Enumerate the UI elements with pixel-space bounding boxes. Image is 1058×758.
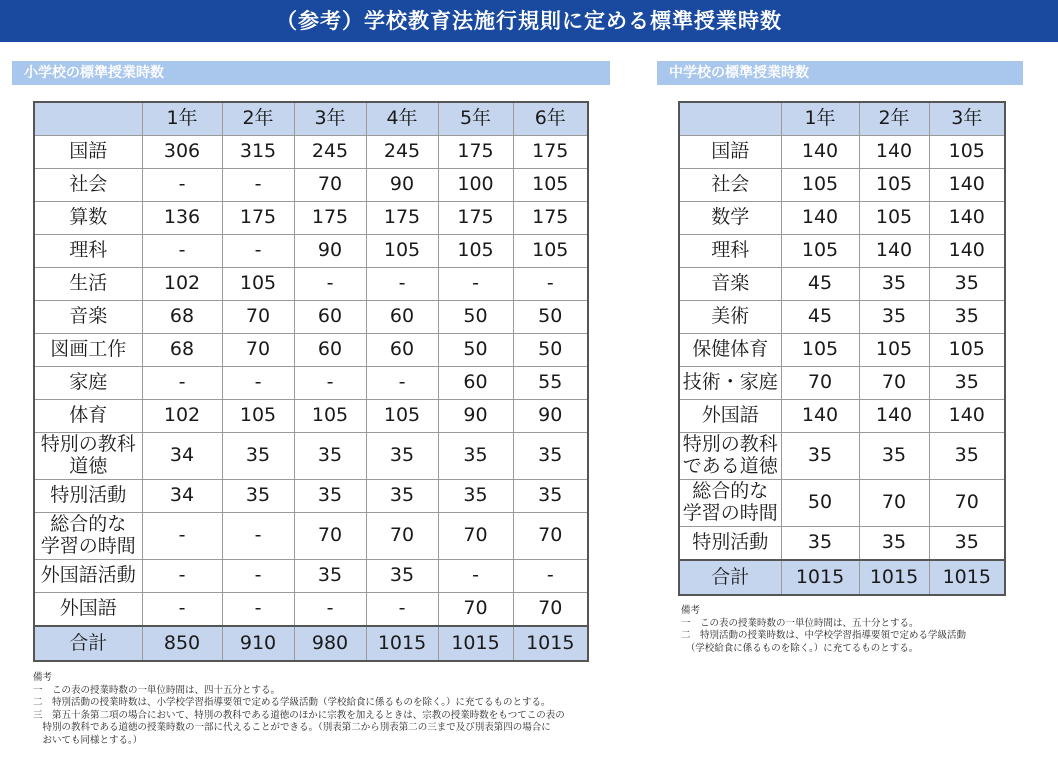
subject-cell: 社会 xyxy=(679,169,781,202)
hours-cell: 175 xyxy=(513,136,588,169)
hours-cell: 60 xyxy=(366,301,438,334)
hours-cell: 35 xyxy=(438,433,513,480)
hours-cell: 70 xyxy=(859,367,929,400)
hours-cell: - xyxy=(142,560,222,593)
subject-cell: 家庭 xyxy=(34,367,142,400)
subject-cell: 国語 xyxy=(34,136,142,169)
grade-header-cell: 3年 xyxy=(929,102,1005,136)
notes-heading: 備考 xyxy=(681,605,701,616)
hours-cell: 105 xyxy=(222,400,294,433)
hours-cell: 140 xyxy=(929,400,1005,433)
table-row xyxy=(679,433,1005,480)
table-row xyxy=(34,513,588,560)
table-row xyxy=(34,235,588,268)
hours-cell: 105 xyxy=(859,334,929,367)
hours-cell: 35 xyxy=(859,433,929,480)
hours-cell: 100 xyxy=(438,169,513,202)
hours-cell: 70 xyxy=(222,334,294,367)
hours-cell: 140 xyxy=(929,169,1005,202)
hours-cell: 105 xyxy=(929,136,1005,169)
table-row xyxy=(679,235,1005,268)
hours-cell: - xyxy=(142,169,222,202)
hours-cell: 245 xyxy=(366,136,438,169)
hours-cell: 50 xyxy=(438,334,513,367)
total-value-cell: 1015 xyxy=(438,626,513,661)
hours-cell: 105 xyxy=(781,334,859,367)
subject-cell: 理科 xyxy=(679,235,781,268)
table-total-row xyxy=(679,560,1005,595)
page-title: （参考）学校教育法施行規則に定める標準授業時数 xyxy=(0,0,1058,42)
subject-cell: 音楽 xyxy=(679,268,781,301)
table-row xyxy=(34,202,588,235)
note-line: 一 この表の授業時数の一単位時間は、五十分とする。 xyxy=(681,617,919,629)
hours-cell: 60 xyxy=(294,334,366,367)
hours-cell: 35 xyxy=(222,433,294,480)
hours-cell: 50 xyxy=(513,301,588,334)
hours-cell: 140 xyxy=(781,202,859,235)
hours-cell: 315 xyxy=(222,136,294,169)
hours-cell: 35 xyxy=(513,480,588,513)
hours-cell: 60 xyxy=(438,367,513,400)
hours-cell: - xyxy=(222,367,294,400)
subject-cell: 生活 xyxy=(34,268,142,301)
grade-header-cell: 2年 xyxy=(222,102,294,136)
subject-cell: 音楽 xyxy=(34,301,142,334)
hours-cell: 35 xyxy=(513,433,588,480)
hours-cell: - xyxy=(222,235,294,268)
hours-cell: 70 xyxy=(366,513,438,560)
hours-cell: 35 xyxy=(859,268,929,301)
grade-header-cell: 6年 xyxy=(513,102,588,136)
total-value-cell: 980 xyxy=(294,626,366,661)
subject-cell: 数学 xyxy=(679,202,781,235)
hours-cell: - xyxy=(142,513,222,560)
hours-cell: 68 xyxy=(142,334,222,367)
hours-cell: 70 xyxy=(294,513,366,560)
hours-cell: 70 xyxy=(438,513,513,560)
junior-high-hours-table xyxy=(678,101,1006,596)
table-row xyxy=(679,334,1005,367)
hours-cell: 35 xyxy=(781,433,859,480)
total-value-cell: 1015 xyxy=(513,626,588,661)
hours-cell: - xyxy=(142,367,222,400)
elementary-notes xyxy=(33,672,603,747)
hours-cell: 175 xyxy=(294,202,366,235)
hours-cell: 45 xyxy=(781,301,859,334)
hours-cell: 70 xyxy=(929,480,1005,527)
hours-cell: 175 xyxy=(513,202,588,235)
hours-cell: - xyxy=(294,268,366,301)
hours-cell: 35 xyxy=(929,527,1005,561)
junior-high-notes xyxy=(681,605,1021,655)
table-row xyxy=(679,301,1005,334)
subject-cell: 特別の教科 道徳 xyxy=(34,433,142,480)
header-corner-cell xyxy=(679,102,781,136)
subject-cell: 外国語 xyxy=(679,400,781,433)
hours-cell: 35 xyxy=(222,480,294,513)
hours-cell: 35 xyxy=(929,268,1005,301)
hours-cell: 105 xyxy=(859,169,929,202)
hours-cell: 60 xyxy=(366,334,438,367)
hours-cell: 175 xyxy=(438,136,513,169)
subject-cell: 図画工作 xyxy=(34,334,142,367)
hours-cell: 50 xyxy=(513,334,588,367)
hours-cell: 105 xyxy=(929,334,1005,367)
total-value-cell: 1015 xyxy=(781,560,859,595)
hours-cell: 35 xyxy=(294,560,366,593)
subject-cell: 特別活動 xyxy=(679,527,781,561)
hours-cell: 34 xyxy=(142,480,222,513)
hours-cell: 35 xyxy=(781,527,859,561)
hours-cell: 105 xyxy=(366,235,438,268)
total-value-cell: 850 xyxy=(142,626,222,661)
hours-cell: 34 xyxy=(142,433,222,480)
hours-cell: - xyxy=(438,268,513,301)
table-row xyxy=(34,400,588,433)
note-line: 一 この表の授業時数の一単位時間は、四十五分とする。 xyxy=(33,684,281,696)
table-row xyxy=(34,334,588,367)
hours-cell: 102 xyxy=(142,268,222,301)
hours-cell: 175 xyxy=(366,202,438,235)
hours-cell: 90 xyxy=(294,235,366,268)
hours-cell: 68 xyxy=(142,301,222,334)
hours-cell: 140 xyxy=(781,400,859,433)
note-line: 二 特別活動の授業時数は、中学校学習指導要領で定める学級活動 xyxy=(681,630,967,641)
hours-cell: 140 xyxy=(859,400,929,433)
notes-heading: 備考 xyxy=(33,672,53,683)
hours-cell: 45 xyxy=(781,268,859,301)
hours-cell: 35 xyxy=(929,367,1005,400)
hours-cell: 70 xyxy=(438,593,513,627)
hours-cell: 105 xyxy=(513,169,588,202)
grade-header-cell: 3年 xyxy=(294,102,366,136)
note-line: （学校給食に係るものを除く。）に充てるものとする。 xyxy=(681,642,919,654)
hours-cell: 50 xyxy=(438,301,513,334)
hours-cell: 306 xyxy=(142,136,222,169)
hours-cell: 105 xyxy=(859,202,929,235)
hours-cell: 70 xyxy=(294,169,366,202)
hours-cell: 70 xyxy=(781,367,859,400)
hours-cell: - xyxy=(222,169,294,202)
hours-cell: 55 xyxy=(513,367,588,400)
hours-cell: 102 xyxy=(142,400,222,433)
table-row xyxy=(679,268,1005,301)
hours-cell: 70 xyxy=(859,480,929,527)
hours-cell: 35 xyxy=(929,433,1005,480)
hours-cell: - xyxy=(294,367,366,400)
hours-cell: - xyxy=(366,268,438,301)
subject-cell: 外国語 xyxy=(34,593,142,627)
hours-cell: 105 xyxy=(781,235,859,268)
subject-cell: 理科 xyxy=(34,235,142,268)
hours-cell: 70 xyxy=(513,513,588,560)
elementary-section-heading: 小学校の標準授業時数 xyxy=(12,61,610,85)
hours-cell: - xyxy=(438,560,513,593)
hours-cell: 140 xyxy=(929,202,1005,235)
hours-cell: 105 xyxy=(438,235,513,268)
subject-cell: 技術・家庭 xyxy=(679,367,781,400)
grade-header-cell: 5年 xyxy=(438,102,513,136)
hours-cell: 105 xyxy=(513,235,588,268)
hours-cell: 35 xyxy=(859,527,929,561)
total-value-cell: 910 xyxy=(222,626,294,661)
total-label-cell: 合計 xyxy=(34,626,142,661)
hours-cell: 90 xyxy=(366,169,438,202)
hours-cell: 35 xyxy=(366,433,438,480)
hours-cell: - xyxy=(222,560,294,593)
hours-cell: 105 xyxy=(222,268,294,301)
hours-cell: - xyxy=(142,593,222,627)
junior-high-section-heading: 中学校の標準授業時数 xyxy=(657,61,1023,85)
hours-cell: 35 xyxy=(294,433,366,480)
total-label-cell: 合計 xyxy=(679,560,781,595)
grade-header-cell: 1年 xyxy=(142,102,222,136)
subject-cell: 体育 xyxy=(34,400,142,433)
hours-cell: 35 xyxy=(366,560,438,593)
note-line: 三 第五十条第二項の場合において、特別の教科である道徳のほかに宗教を加えるときは、宗教の授業時数をもつてこの表の xyxy=(33,709,565,721)
hours-cell: 60 xyxy=(294,301,366,334)
hours-cell: - xyxy=(366,367,438,400)
header-corner-cell xyxy=(34,102,142,136)
hours-cell: - xyxy=(142,235,222,268)
subject-cell: 保健体育 xyxy=(679,334,781,367)
hours-cell: - xyxy=(222,593,294,627)
hours-cell: - xyxy=(366,593,438,627)
hours-cell: 35 xyxy=(366,480,438,513)
table-row xyxy=(679,527,1005,561)
subject-cell: 社会 xyxy=(34,169,142,202)
hours-cell: 140 xyxy=(929,235,1005,268)
hours-cell: 90 xyxy=(513,400,588,433)
table-header-row xyxy=(34,102,588,136)
table-row xyxy=(34,593,588,627)
table-row xyxy=(34,480,588,513)
hours-cell: 105 xyxy=(294,400,366,433)
hours-cell: 140 xyxy=(859,136,929,169)
hours-cell: 35 xyxy=(438,480,513,513)
hours-cell: - xyxy=(513,560,588,593)
table-row xyxy=(679,169,1005,202)
hours-cell: 140 xyxy=(781,136,859,169)
hours-cell: 105 xyxy=(781,169,859,202)
subject-cell: 国語 xyxy=(679,136,781,169)
note-line: 特別の教科である道徳の授業時数の一部に代えることができる。（別表第二から別表第二の三まで及び別表第四の場合に xyxy=(33,722,551,733)
grade-header-cell: 1年 xyxy=(781,102,859,136)
total-value-cell: 1015 xyxy=(859,560,929,595)
table-total-row xyxy=(34,626,588,661)
subject-cell: 美術 xyxy=(679,301,781,334)
hours-cell: - xyxy=(513,268,588,301)
total-value-cell: 1015 xyxy=(929,560,1005,595)
table-row xyxy=(34,301,588,334)
table-row xyxy=(34,268,588,301)
subject-cell: 外国語活動 xyxy=(34,560,142,593)
elementary-hours-table xyxy=(33,101,589,662)
subject-cell: 特別活動 xyxy=(34,480,142,513)
table-row xyxy=(34,560,588,593)
hours-cell: 105 xyxy=(366,400,438,433)
hours-cell: - xyxy=(294,593,366,627)
subject-cell: 総合的な 学習の時間 xyxy=(679,480,781,527)
hours-cell: 70 xyxy=(222,301,294,334)
table-row xyxy=(34,169,588,202)
total-value-cell: 1015 xyxy=(366,626,438,661)
hours-cell: 140 xyxy=(859,235,929,268)
hours-cell: 245 xyxy=(294,136,366,169)
table-row xyxy=(679,480,1005,527)
hours-cell: 136 xyxy=(142,202,222,235)
hours-cell: 50 xyxy=(781,480,859,527)
table-row xyxy=(34,433,588,480)
subject-cell: 特別の教科 である道徳 xyxy=(679,433,781,480)
table-row xyxy=(679,136,1005,169)
grade-header-cell: 4年 xyxy=(366,102,438,136)
note-line: おいても同様とする。） xyxy=(33,734,143,746)
note-line: 二 特別活動の授業時数は、小学校学習指導要領で定める学級活動（学校給食に係るものを除く。）に充てるものとする。 xyxy=(33,697,551,708)
table-row xyxy=(679,400,1005,433)
table-row xyxy=(34,367,588,400)
subject-cell: 総合的な 学習の時間 xyxy=(34,513,142,560)
hours-cell: 175 xyxy=(438,202,513,235)
table-row xyxy=(679,367,1005,400)
subject-cell: 算数 xyxy=(34,202,142,235)
hours-cell: 35 xyxy=(294,480,366,513)
hours-cell: 35 xyxy=(859,301,929,334)
hours-cell: 90 xyxy=(438,400,513,433)
table-header-row xyxy=(679,102,1005,136)
grade-header-cell: 2年 xyxy=(859,102,929,136)
hours-cell: - xyxy=(222,513,294,560)
table-row xyxy=(34,136,588,169)
hours-cell: 175 xyxy=(222,202,294,235)
hours-cell: 70 xyxy=(513,593,588,627)
table-row xyxy=(679,202,1005,235)
hours-cell: 35 xyxy=(929,301,1005,334)
